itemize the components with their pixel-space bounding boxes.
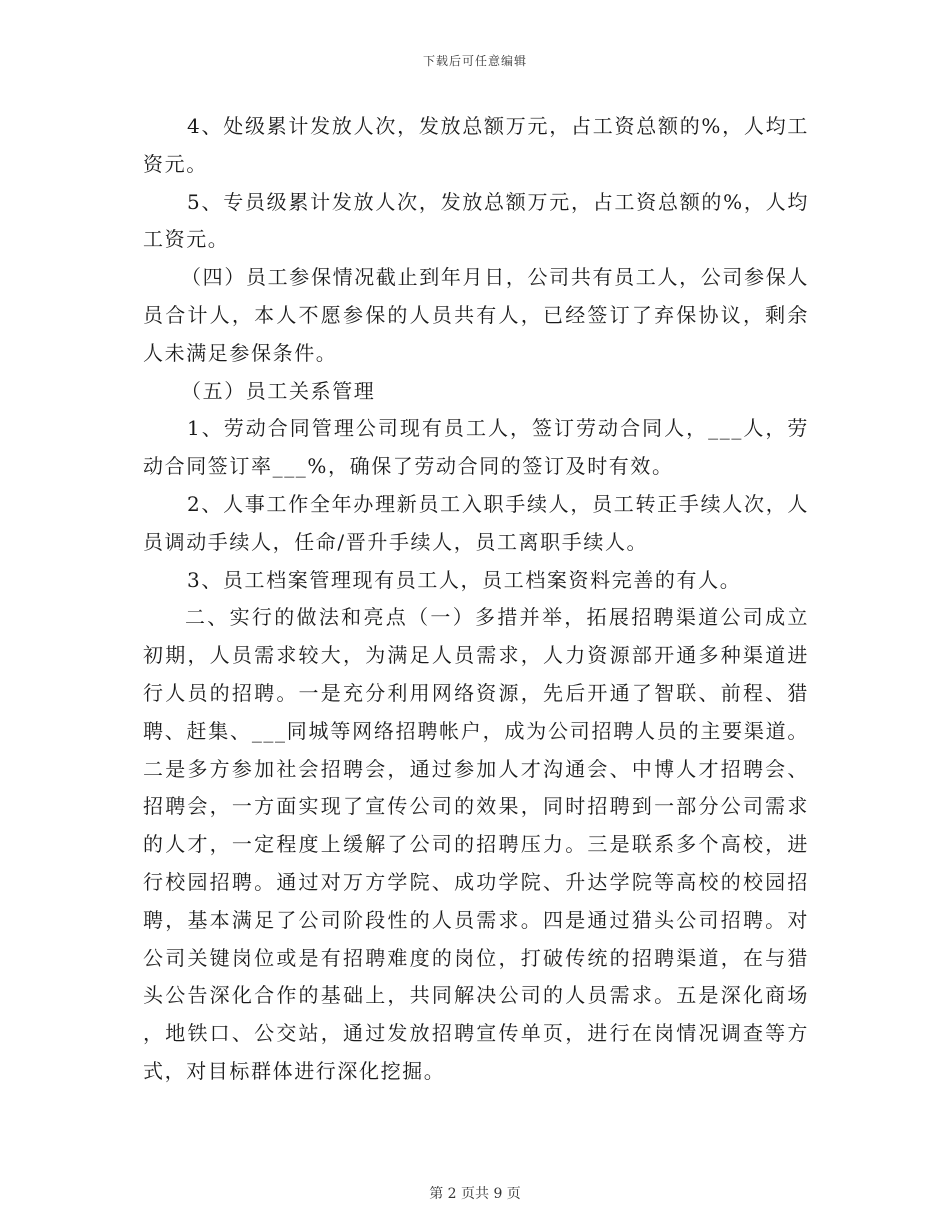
paragraph-item-4: 4、处级累计发放人次，发放总额万元，占工资总额的%，人均工资元。 <box>143 114 809 176</box>
page-header: 下载后可任意编辑 <box>422 54 527 68</box>
paragraph-insurance: （四）员工参保情况截止到年月日，公司共有员工人，公司参保人员合计人，本人不愿参保的人员共有人，已经签订了弃保协议，剩余人未满足参保条件。 <box>143 265 809 365</box>
paragraph-practices-highlights: 二、实行的做法和亮点（一）多措并举，拓展招聘渠道公司成立初期，人员需求较大，为满足人员需求，人力资源部开通多种渠道进行人员的招聘。一是充分利用网络资源，先后开通了智联、前程、猎聘、赶集、___同城等网络招聘帐户，成为公司招聘人员的主要渠道。二是多方参加社会招聘会，通过参加人才沟通会、中博人才招聘会、招聘会，一方面实现了宣传公司的效果，同时招聘到一部分公司需求的人才，一定程度上缓解了公司的招聘压力。三是联系多个高校，进行校园招聘。通过对万方学院、成功学院、升达学院等高校的校园招聘，基本满足了公司阶段性的人员需求。四是通过猎头公司招聘。对公司关键岗位或是有招聘难度的岗位，打破传统的招聘渠道，在与猎头公告深化合作的基础上，共同解决公司的人员需求。五是深化商场，地铁口、公交站，通过发放招聘宣传单页，进行在岗情况调查等方式，对目标群体进行深化挖掘。 <box>143 605 809 1083</box>
section-heading-employee-relations: （五）员工关系管理 <box>181 378 376 403</box>
paragraph-personnel-procedures: 2、人事工作全年办理新员工入职手续人，员工转正手续人次，人员调动手续人，任命/晋升手续人，员工离职手续人。 <box>143 491 809 554</box>
document-body <box>143 108 809 1091</box>
paragraph-employee-archives: 3、员工档案管理现有员工人，员工档案资料完善的有人。 <box>187 567 742 592</box>
paragraph-labor-contract: 1、劳动合同管理公司现有员工人，签订劳动合同人，___人，劳动合同签订率___%，确保了劳动合同的签订及时有效。 <box>143 416 809 479</box>
page-number: 第 2 页共 9 页 <box>429 1186 521 1202</box>
paragraph-item-5: 5、专员级累计发放人次，发放总额万元，占工资总额的%，人均工资元。 <box>143 189 809 252</box>
